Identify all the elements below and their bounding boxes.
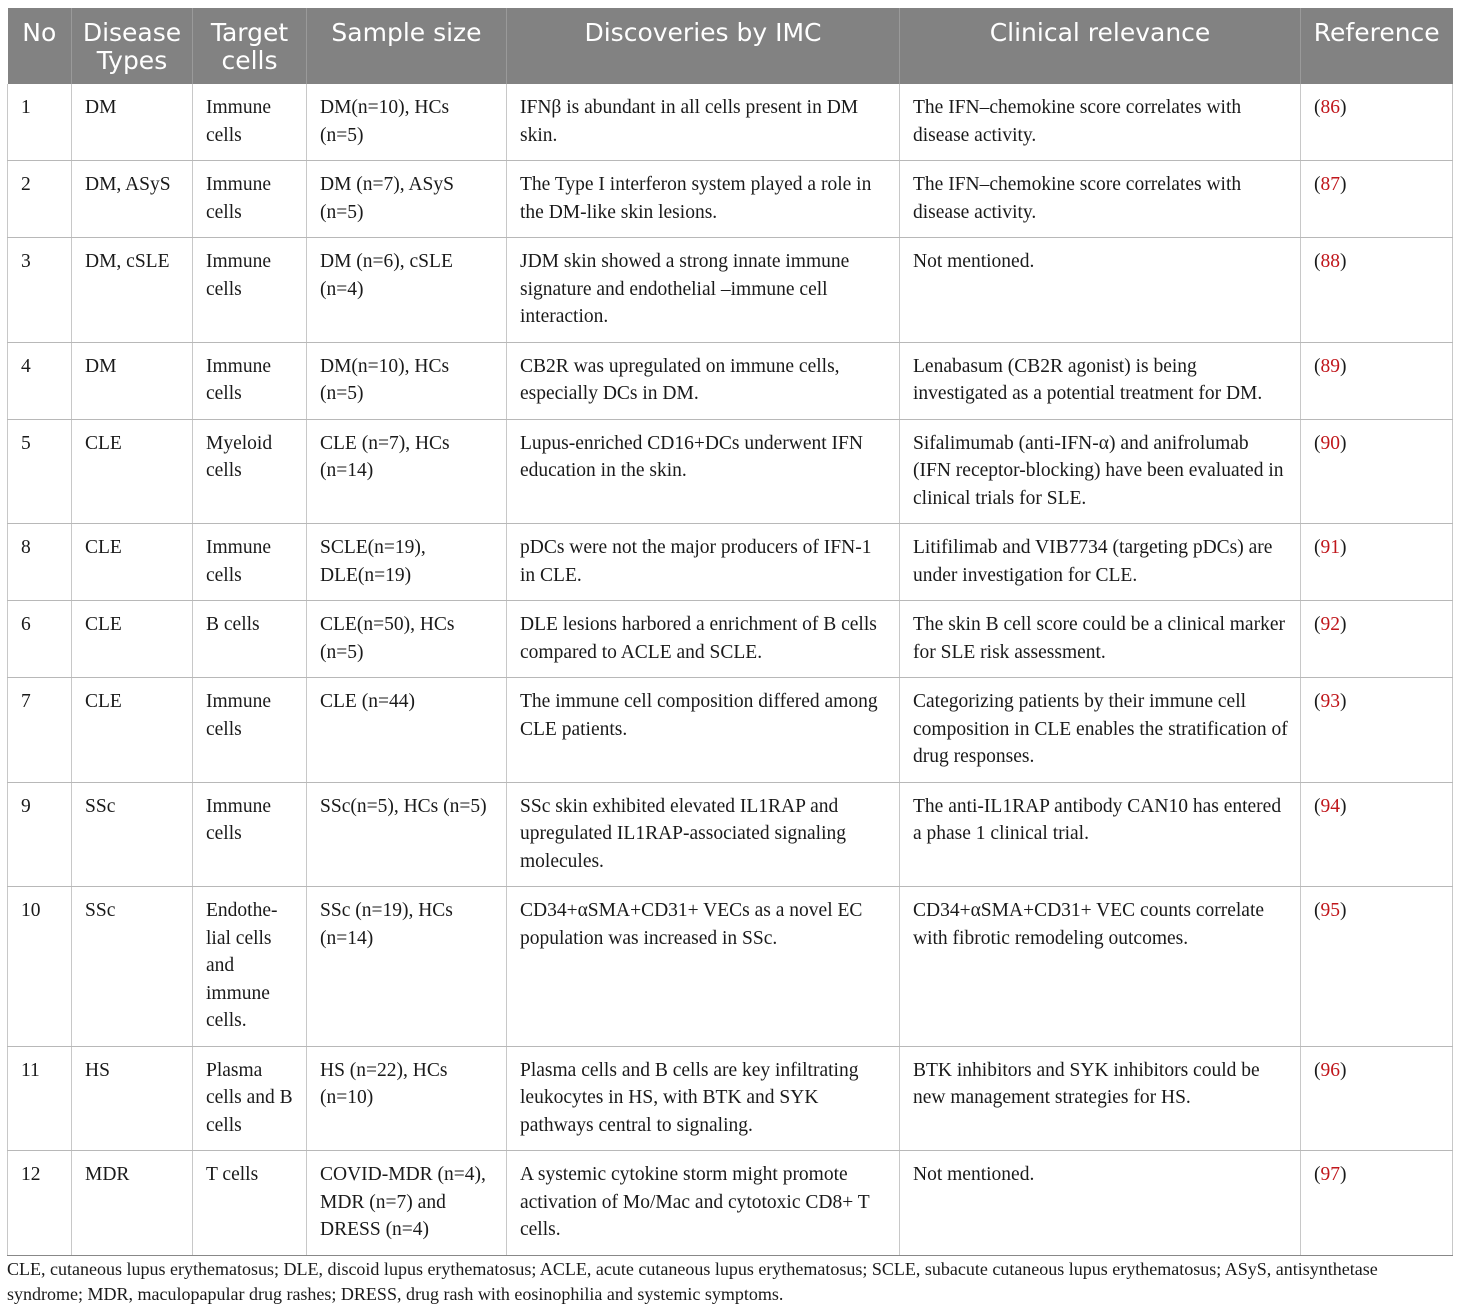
table-row (8, 1046, 1453, 1151)
data-table-container (7, 8, 1452, 1256)
cell-clinical-relevance: The skin B cell score could be a clinical marker for SLE risk assessment. (900, 601, 1301, 678)
reference-link[interactable]: 97 (1320, 1164, 1340, 1185)
cell-clinical-relevance: Not mentioned. (900, 238, 1301, 343)
cell-target-cells: Immune cells (193, 84, 307, 161)
table-row (8, 678, 1453, 783)
cell-disease-types: HS (72, 1046, 193, 1151)
cell-clinical-relevance: Lenabasum (CB2R agonist) is being investigated as a potential treatment for DM. (900, 342, 1301, 419)
table-row (8, 238, 1453, 343)
reference-link[interactable]: 91 (1320, 537, 1340, 558)
table-row (8, 524, 1453, 601)
table-row (8, 84, 1453, 161)
cell-disease-types: MDR (72, 1151, 193, 1256)
cell-target-cells: Immune cells (193, 782, 307, 887)
table-footnote: CLE, cutaneous lupus erythematosus; DLE, discoid lupus erythematosus; ACLE, acute cutaneous lupus erythematosus; SCLE, subacute cutaneous lupus erythematosus; ASyS, antisynthetase syndrome; MDR, maculopapular drug rashes; DRESS, drug rash with eosinophilia and systemic symptoms. (7, 1259, 1378, 1304)
reference-link[interactable]: 89 (1320, 355, 1340, 377)
cell-discovery: IFNβ is abundant in all cells present in DM skin. (507, 84, 900, 161)
cell-target-cells: Immune cells (193, 524, 307, 601)
cell-disease-types: DM, ASyS (72, 161, 193, 238)
cell-discovery: Plasma cells and B cells are key infiltrating leukocytes in HS, with BTK and SYK pathways central to signaling. (507, 1046, 900, 1151)
cell-no: 4 (8, 342, 72, 419)
cell-reference: (91) (1301, 524, 1453, 601)
cell-no: 8 (8, 524, 72, 601)
cell-clinical-relevance: The anti-IL1RAP antibody CAN10 has entered a phase 1 clinical trial. (900, 782, 1301, 887)
reference-link[interactable]: 88 (1320, 251, 1340, 272)
table-row (8, 342, 1453, 419)
cell-discovery: A systemic cytokine storm might promote activation of Mo/Mac and cytotoxic CD8+ T cells. (507, 1151, 900, 1256)
cell-reference: (93) (1301, 678, 1453, 783)
reference-link[interactable]: 96 (1320, 1059, 1340, 1081)
table-body (8, 84, 1453, 1255)
cell-reference: (86) (1301, 84, 1453, 161)
cell-discovery: The immune cell composition differed among CLE patients. (507, 678, 900, 783)
reference-link[interactable]: 92 (1320, 614, 1340, 635)
reference-link[interactable]: 95 (1320, 900, 1340, 921)
cell-discovery: SSc skin exhibited elevated IL1RAP and upregulated IL1RAP-associated signaling molecules. (507, 782, 900, 887)
header-no: No (8, 8, 72, 84)
table-header (8, 8, 1453, 84)
cell-reference: (90) (1301, 419, 1453, 524)
cell-sample-size: SSc (n=19), HCs (n=14) (307, 887, 507, 1047)
cell-clinical-relevance: The IFN–chemokine score correlates with disease activity. (900, 161, 1301, 238)
cell-sample-size: DM(n=10), HCs (n=5) (307, 84, 507, 161)
cell-sample-size: DM (n=7), ASyS (n=5) (307, 161, 507, 238)
table-row (8, 887, 1453, 1047)
cell-reference: (94) (1301, 782, 1453, 887)
cell-no: 11 (8, 1046, 72, 1151)
cell-target-cells: T cells (193, 1151, 307, 1256)
cell-disease-types: CLE (72, 601, 193, 678)
cell-sample-size: CLE(n=50), HCs (n=5) (307, 601, 507, 678)
cell-target-cells: Immune cells (193, 161, 307, 238)
reference-link[interactable]: 90 (1320, 432, 1340, 454)
cell-discovery: Lupus-enriched CD16+DCs underwent IFN education in the skin. (507, 419, 900, 524)
cell-sample-size: HS (n=22), HCs (n=10) (307, 1046, 507, 1151)
cell-disease-types: DM (72, 342, 193, 419)
header-row (8, 8, 1453, 84)
cell-target-cells: B cells (193, 601, 307, 678)
cell-target-cells: Myeloid cells (193, 419, 307, 524)
cell-clinical-relevance: Not mentioned. (900, 1151, 1301, 1256)
reference-link[interactable]: 94 (1320, 795, 1340, 817)
cell-disease-types: SSc (72, 782, 193, 887)
cell-discovery: JDM skin showed a strong innate immune signature and endothelial –immune cell interaction. (507, 238, 900, 343)
reference-link[interactable]: 93 (1320, 691, 1340, 712)
cell-no: 6 (8, 601, 72, 678)
cell-discovery: The Type I interferon system played a role in the DM-like skin lesions. (507, 161, 900, 238)
cell-discovery: CB2R was upregulated on immune cells, especially DCs in DM. (507, 342, 900, 419)
cell-no: 5 (8, 419, 72, 524)
header-reference: Reference (1301, 8, 1453, 84)
cell-no: 10 (8, 887, 72, 1047)
cell-reference: (95) (1301, 887, 1453, 1047)
reference-link[interactable]: 86 (1320, 97, 1340, 118)
header-discoveries: Discoveries by IMC (507, 8, 900, 84)
cell-disease-types: CLE (72, 678, 193, 783)
header-target-cells: Target cells (193, 8, 307, 84)
cell-sample-size: SSc(n=5), HCs (n=5) (307, 782, 507, 887)
cell-reference: (92) (1301, 601, 1453, 678)
cell-clinical-relevance: Categorizing patients by their immune cell composition in CLE enables the stratification of drug responses. (900, 678, 1301, 783)
cell-target-cells: Immune cells (193, 678, 307, 783)
cell-sample-size: SCLE(n=19), DLE(n=19) (307, 524, 507, 601)
cell-target-cells: Immune cells (193, 238, 307, 343)
cell-disease-types: CLE (72, 524, 193, 601)
imc-studies-table (7, 8, 1453, 1256)
table-row (8, 782, 1453, 887)
header-disease-types: Disease Types (72, 8, 193, 84)
cell-sample-size: DM (n=6), cSLE (n=4) (307, 238, 507, 343)
cell-clinical-relevance: Litifilimab and VIB7734 (targeting pDCs) are under investigation for CLE. (900, 524, 1301, 601)
cell-disease-types: CLE (72, 419, 193, 524)
cell-no: 7 (8, 678, 72, 783)
table-row (8, 419, 1453, 524)
cell-sample-size: COVID-MDR (n=4), MDR (n=7) and DRESS (n=4) (307, 1151, 507, 1256)
table-row (8, 601, 1453, 678)
cell-disease-types: DM, cSLE (72, 238, 193, 343)
cell-reference: (96) (1301, 1046, 1453, 1151)
table-row (8, 161, 1453, 238)
table-row (8, 1151, 1453, 1256)
cell-reference: (97) (1301, 1151, 1453, 1256)
cell-no: 12 (8, 1151, 72, 1256)
cell-clinical-relevance: CD34+αSMA+CD31+ VEC counts correlate with fibrotic remodeling outcomes. (900, 887, 1301, 1047)
header-clinical-relevance: Clinical relevance (900, 8, 1301, 84)
cell-disease-types: DM (72, 84, 193, 161)
cell-sample-size: CLE (n=7), HCs (n=14) (307, 419, 507, 524)
cell-disease-types: SSc (72, 887, 193, 1047)
cell-reference: (88) (1301, 238, 1453, 343)
cell-discovery: DLE lesions harbored a enrichment of B cells compared to ACLE and SCLE. (507, 601, 900, 678)
cell-discovery: CD34+αSMA+CD31+ VECs as a novel EC population was increased in SSc. (507, 887, 900, 1047)
cell-target-cells: Plasma cells and B cells (193, 1046, 307, 1151)
cell-clinical-relevance: Sifalimumab (anti-IFN-α) and anifrolumab (IFN receptor-blocking) have been evaluated in clinical trials for SLE. (900, 419, 1301, 524)
cell-no: 3 (8, 238, 72, 343)
cell-clinical-relevance: The IFN–chemokine score correlates with disease activity. (900, 84, 1301, 161)
cell-clinical-relevance: BTK inhibitors and SYK inhibitors could be new management strategies for HS. (900, 1046, 1301, 1151)
cell-no: 9 (8, 782, 72, 887)
reference-link[interactable]: 87 (1320, 174, 1340, 195)
cell-target-cells: Endothe-lial cells and immune cells. (193, 887, 307, 1047)
header-sample-size: Sample size (307, 8, 507, 84)
cell-no: 1 (8, 84, 72, 161)
cell-discovery: pDCs were not the major producers of IFN-1 in CLE. (507, 524, 900, 601)
cell-no: 2 (8, 161, 72, 238)
cell-sample-size: DM(n=10), HCs (n=5) (307, 342, 507, 419)
cell-reference: (87) (1301, 161, 1453, 238)
cell-target-cells: Immune cells (193, 342, 307, 419)
cell-reference: (89) (1301, 342, 1453, 419)
cell-sample-size: CLE (n=44) (307, 678, 507, 783)
